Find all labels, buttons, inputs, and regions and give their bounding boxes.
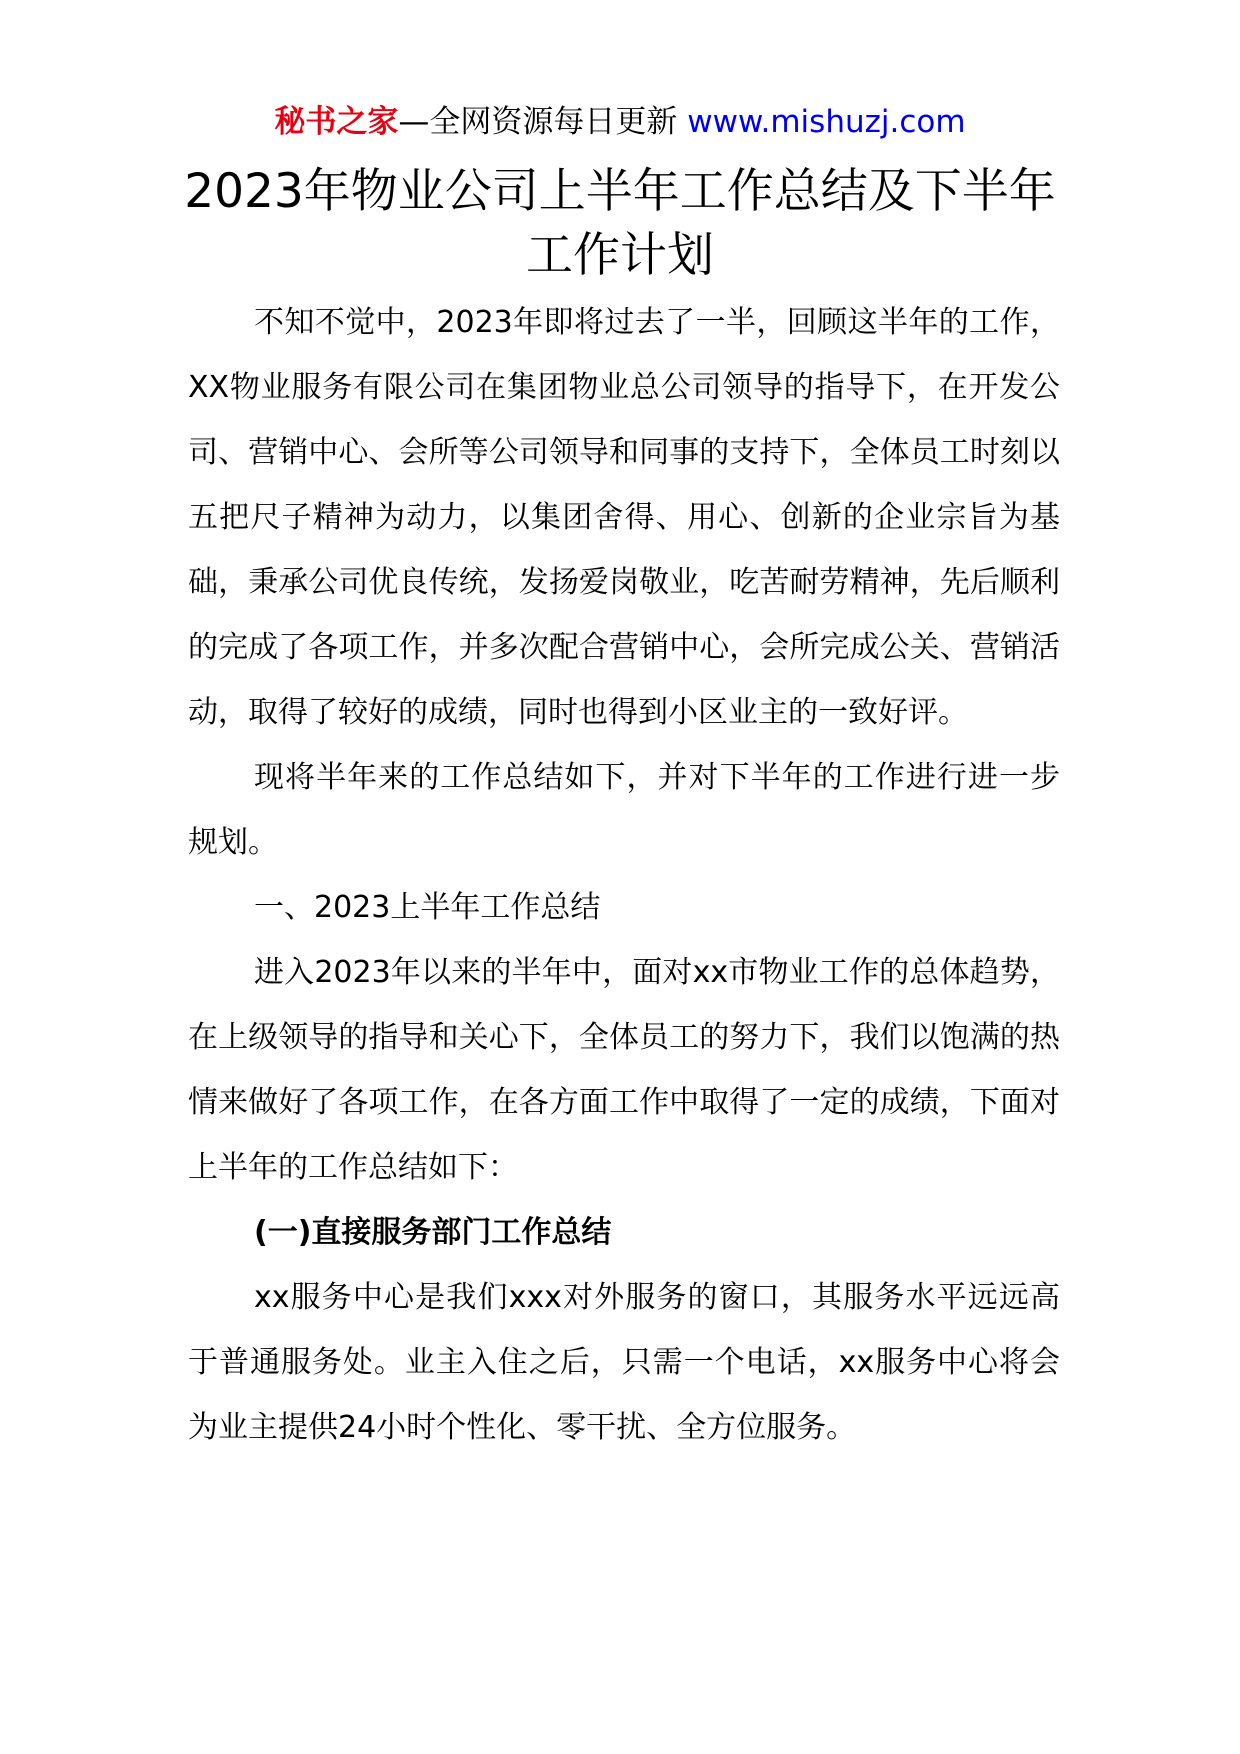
- section-heading-1: 一、2023上半年工作总结: [254, 890, 601, 925]
- brand-name: 秘书之家: [274, 104, 399, 140]
- paragraph-intro: 不知不觉中，2023年即将过去了一半，回顾这半年的工作，XX物业服务有限公司在集团物业总公司领导的指导下，在开发公司、营销中心、会所等公司领导和同事的支持下，全体员工时刻以五把尺子精神为动力，以集团舍得、用心、创新的企业宗旨为基础，秉承公司优良传统，发扬爱岗敬业，吃苦耐劳精神，先后顺利的完成了各项工作，并多次配合营销中心，会所完成公关、营销活动，取得了较好的成绩，同时也得到小区业主的一致好评。: [188, 305, 1060, 730]
- title-line-2: 工作计划: [526, 228, 714, 283]
- document-body: [188, 290, 1060, 1460]
- paragraph-service-center: xx服务中心是我们xxx对外服务的窗口，其服务水平远远高于普通服务处。业主入住之后，只需一个电话，xx服务中心将会为业主提供24小时个性化、零干扰、全方位服务。: [188, 1280, 1060, 1445]
- header-slogan: —全网资源每日更新: [398, 104, 678, 140]
- title-line-1: 2023年物业公司上半年工作总结及下半年: [184, 164, 1056, 219]
- site-url-link[interactable]: www.mishuzj.com: [687, 104, 966, 140]
- site-header: [0, 100, 1240, 144]
- document-title: [150, 160, 1090, 288]
- paragraph-summary-plan: 现将半年来的工作总结如下，并对下半年的工作进行进一步规划。: [188, 760, 1060, 860]
- paragraph-section-1-intro: 进入2023年以来的半年中，面对xx市物业工作的总体趋势，在上级领导的指导和关心下，全体员工的努力下，我们以饱满的热情来做好了各项工作，在各方面工作中取得了一定的成绩，下面对上半年的工作总结如下：: [188, 955, 1060, 1185]
- subsection-heading-1: (一)直接服务部门工作总结: [254, 1215, 612, 1250]
